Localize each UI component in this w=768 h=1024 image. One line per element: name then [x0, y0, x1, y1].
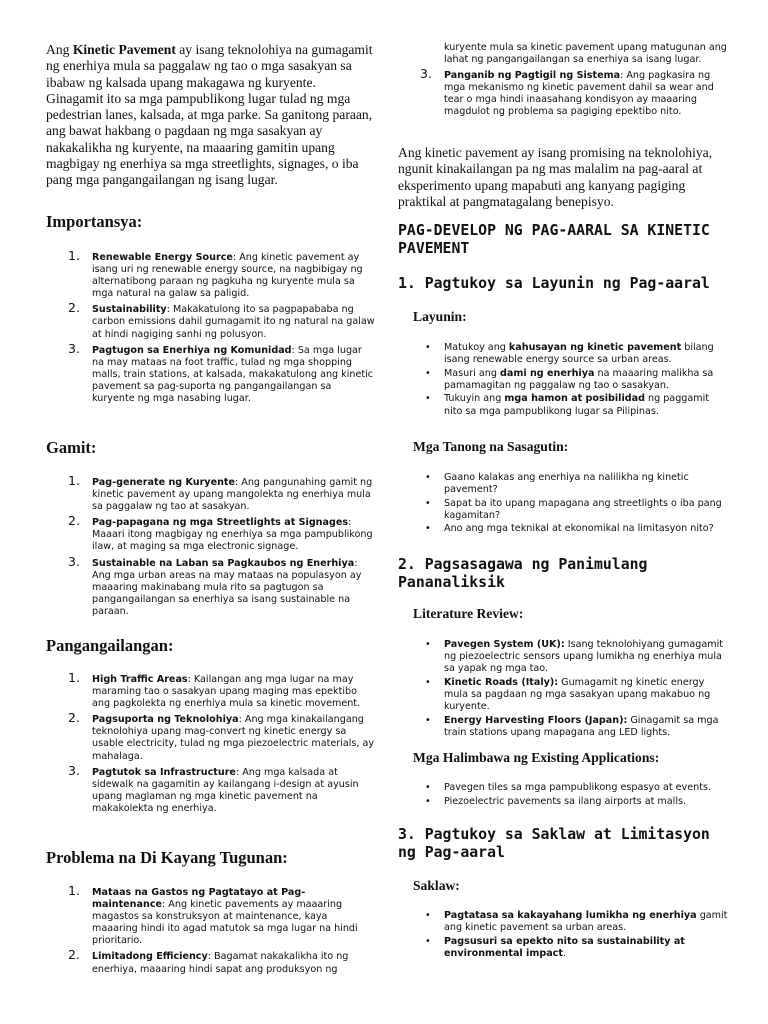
existing-heading: Mga Halimbawa ng Existing Applications: [413, 750, 660, 765]
layunin-heading: Layunin: [413, 309, 467, 324]
list-item: • Pagsusuri sa epekto nito sa sustainability at environmental impact. [398, 936, 728, 960]
list-item: • Ano ang mga teknikal at ekonomikal na limitasyon nito? [398, 523, 728, 535]
list-item: 1. Pag-generate ng Kuryente: Ang pangunahing gamit ng kinetic pavement ay upang mangolekta ng enerhiya mula sa paggalaw ng tao at sasakyan. [68, 473, 373, 513]
layunin-list [398, 342, 728, 419]
list-item: 2. Limitadong Efficiency: Bagamat nakakalikha ito ng enerhiya, maaaring hindi sapat ang produksyon ng [68, 947, 349, 975]
list-item: 3. Panganib ng Pagtigil ng Sistema: Ang pagkasira ng mga mekanismo ng kinetic pavement dahil sa wear and tear o mga hindi inaasahang kondisyon ay maaaring magdulot ng problema sa pagiging epektibo nito. [420, 66, 714, 118]
continued-block [398, 42, 728, 119]
list-item: • Pagtatasa sa kakayahang lumikha ng enerhiya gamit ang kinetic pavement sa urban areas. [398, 910, 728, 934]
problema-heading: Problema na Di Kayang Tugunan: [46, 848, 288, 867]
intro-paragraph: Ang Kinetic Pavement ay isang teknolohiya na gumagamit ng enerhiya mula sa paggalaw ng tao o mga sasakyan sa ibabaw ng kalsada upang makagawa ng kuryente. Ginagamit ito sa mga pampublikong lugar tulad ng mga pedestrian lanes, kalsada, at mga parke. Sa ganitong paraan, ang bawat hakbang o pagdaan ng mga sasakyan ay nakakalikha ng kuryente, na maaaring gamitin upang magbigay ng enerhiya sa mga streetlights, signages, o iba pang mga pangangailangan ng isang lugar. [46, 42, 373, 188]
list-item: 2. Sustainability: Makakatulong ito sa pagpapababa ng carbon emissions dahil gumagamit ito ng natural na galaw at hindi nagiging sanhi ng polusyon. [68, 300, 375, 340]
section3-heading: 3. Pagtukoy sa Saklaw at Limitasyon ng Pag-aaral [398, 826, 710, 861]
importansya-list [46, 248, 376, 409]
list-item: • Tukuyin ang mga hamon at posibilidad ng paggamit nito sa mga pampublikong lugar sa Pilipinas. [398, 393, 728, 417]
continued-list [398, 66, 728, 118]
saklaw-heading: Saklaw: [413, 878, 460, 893]
list-item: • Gaano kalakas ang enerhiya na nalilikha ng kinetic pavement? [398, 472, 728, 496]
existing-list [398, 782, 728, 809]
list-item: 3. Pagtugon sa Enerhiya ng Komunidad: Sa mga lugar na may mataas na foot traffic, tulad ng mga shopping malls, train stations, at kalsada, makakatulong ang kinetic pavement sa pag-suporta ng pangangailangan sa kuryente ng mga nasabing lugar. [68, 340, 374, 405]
list-item: 1. Renewable Energy Source: Ang kinetic pavement ay isang uri ng renewable energy source, na nagbibigay ng alternatibong paraan ng pagkuha ng kuryente mula sa mga natural na galaw sa paligid. [68, 248, 363, 300]
tanong-heading: Mga Tanong na Sasagutin: [413, 439, 569, 454]
list-item: • Energy Harvesting Floors (Japan): Ginagamit sa mga train stations upang mapagana ang LED lights. [398, 715, 728, 739]
list-item: 2. Pagsuporta ng Teknolohiya: Ang mga kinakailangang teknolohiya upang mag-convert ng kinetic energy sa usable electricity, tulad ng mga piezoelectric materials, ay mahalaga. [68, 710, 375, 762]
list-item: • Piezoelectric pavements sa ilang airports at malls. [398, 796, 728, 808]
importansya-heading: Importansya: [46, 212, 143, 231]
intro-bold-term: Kinetic Pavement [72, 42, 176, 57]
tanong-list [398, 472, 728, 537]
list-item: 2. Pag-papagana ng mga Streetlights at Signages: Maaari itong magbigay ng enerhiya sa mga pampublikong ilaw, at maging sa mga electronic signage. [68, 513, 373, 553]
continued-text: kuryente mula sa kinetic pavement upang matugunan ang lahat ng pangangailangan sa enerhiya sa isang lugar. [444, 42, 727, 66]
problema-list [46, 883, 376, 980]
section1-heading: 1. Pagtukoy sa Layunin ng Pag-aaral [398, 275, 710, 292]
list-item: 3. Pagtutok sa Infrastructure: Ang mga kalsada at sidewalk na gagamitin ay kailangang i-design at ayusin upang maglaman ng mga kinetic pavement na makakolekta ng enerhiya. [68, 762, 359, 814]
list-item: 1. High Traffic Areas: Kailangan ang mga lugar na may maraming tao o sasakyan upang maging mas epektibo ang pagkolekta ng enerhiya mula sa kinetic movement. [68, 670, 361, 710]
list-item: • Pavegen tiles sa mga pampublikong espasyo at events. [398, 782, 728, 794]
literature-heading: Literature Review: [413, 606, 524, 621]
literature-list [398, 639, 728, 741]
list-item: • Masuri ang dami ng enerhiya na maaaring malikha sa pamamagitan ng paggalaw ng tao o sasakyan. [398, 368, 728, 392]
develop-heading: PAG-DEVELOP NG PAG-AARAL SA KINETIC PAVEMENT [398, 222, 710, 257]
list-item: • Sapat ba ito upang mapagana ang streetlights o iba pang kagamitan? [398, 498, 728, 522]
list-item: 3. Sustainable na Laban sa Pagkaubos ng Enerhiya: Ang mga urban areas na may mataas na populasyon ay maaaring makinabang mula rito sa pagtugon sa pangangailangan sa enerhiya sa isang sustainable na paraan. [68, 553, 362, 617]
list-item: • Matukoy ang kahusayan ng kinetic pavement bilang isang renewable energy source sa urban areas. [398, 342, 728, 366]
pangangailangan-list [46, 670, 376, 819]
list-item: 1. Mataas na Gastos ng Pagtatayo at Pag-maintenance: Ang kinetic pavements ay maaaring magastos sa konstruksyon at maintenance, kaya maaaring hindi ito agad matutok sa mga lugar na hindi prioritario. [68, 883, 358, 947]
gamit-list [46, 473, 376, 622]
section2-heading: 2. Pagsasagawa ng Panimulang Pananaliksik [398, 556, 648, 591]
gamit-heading: Gamit: [46, 438, 97, 457]
saklaw-list [398, 910, 728, 961]
list-item: • Kinetic Roads (Italy): Gumagamit ng kinetic energy mula sa pagdaan ng mga sasakyan upang makabuo ng kuryente. [398, 677, 728, 714]
conclusion-paragraph: Ang kinetic pavement ay isang promising na teknolohiya, ngunit kinakailangan pa ng mas malalim na pag-aaral at eksperimento upang mapabuti ang kanyang pagiging praktikal at pangmatagalang benepisyo. [398, 145, 713, 209]
pangangailangan-heading: Pangangailangan: [46, 636, 174, 655]
list-item: • Pavegen System (UK): Isang teknolohiyang gumagamit ng piezoelectric sensors upang lumikha ng enerhiya mula sa yapak ng mga tao. [398, 639, 728, 676]
